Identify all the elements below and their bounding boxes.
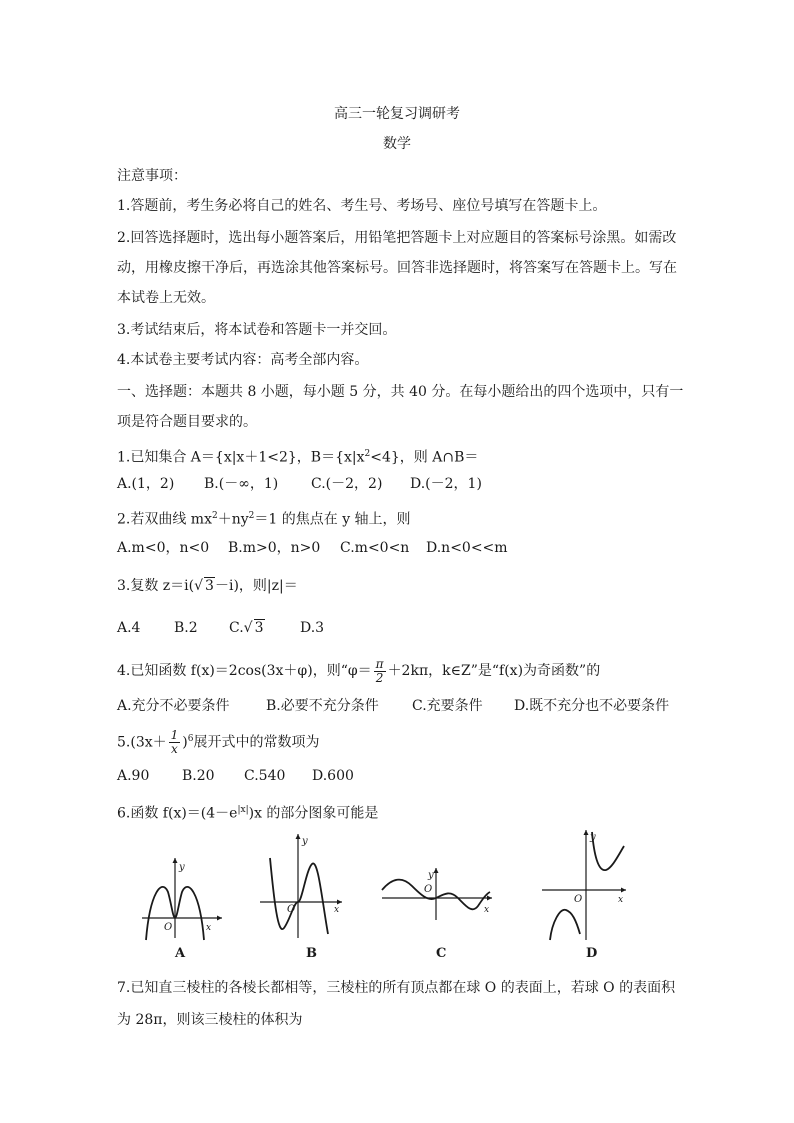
note-item: 3.考试结束后，将本试卷和答题卡一并交回。 (117, 322, 397, 338)
note-item: 2.回答选择题时，选出每小题答案后，用铅笔把答题卡上对应题目的答案标号涂黑。如需改 (117, 230, 677, 246)
q5-option-c: C.540 (244, 768, 286, 784)
axis-y-label: y (590, 832, 596, 843)
graph-c (378, 862, 496, 924)
q1-option-c: C.(－2，2) (311, 476, 383, 492)
axis-y-label: y (179, 862, 185, 873)
section-heading: 一、选择题：本题共 8 小题，每小题 5 分，共 40 分。在每小题给出的四个选项中，只有一 (117, 384, 684, 400)
q1-option-b: B.(－∞，1) (204, 476, 279, 492)
origin-label: O (164, 922, 173, 933)
note-item: 本试卷上无效。 (117, 290, 215, 306)
axis-x-label: x (618, 895, 624, 905)
axis-y-label: y (428, 870, 434, 881)
q1-option-a: A.(1，2) (117, 476, 175, 492)
q3-option-a: A.4 (117, 620, 141, 636)
q2-option-b: B.m>0，n>0 (228, 540, 321, 556)
graph-label-b: B (306, 946, 317, 961)
axis-y-label: y (302, 836, 308, 847)
origin-label: O (574, 894, 583, 905)
graph-label-c: C (436, 946, 447, 961)
q4-option-c: C.充要条件 (412, 698, 483, 714)
q5-option-b: B.20 (182, 768, 215, 784)
graph-d (540, 826, 630, 944)
q4-option-a: A.充分不必要条件 (117, 698, 230, 714)
q4-option-d: D.既不充分也不必要条件 (514, 698, 670, 714)
axis-x-label: x (334, 905, 340, 915)
question-2-stem: 2.若双曲线 $mx^2+ny^2=1$ 的焦点在 y 轴上，则 (117, 511, 411, 528)
question-7-stem-cont: 为 28π，则该三棱柱的体积为 (117, 1012, 303, 1028)
q4-option-b: B.必要不充分条件 (266, 698, 379, 714)
note-item: 动，用橡皮擦干净后，再选涂其他答案标号。回答非选择题时，将答案写在答题卡上。写在 (117, 260, 677, 276)
q2-option-a: A.m<0，n<0 (117, 540, 210, 556)
graph-label-a: A (175, 946, 186, 961)
axis-x-label: x (484, 905, 490, 915)
q5-option-a: A.90 (117, 768, 150, 784)
exam-title: 高三一轮复习调研考 (334, 106, 460, 122)
question-4-stem: 4.已知函数 f(x)＝2cos(3x＋φ)，则“φ＝ $\frac{\pi}{2}$ ＋2kπ，k∈Z”是“f(x)为奇函数”的 (117, 656, 601, 685)
q2-option-c: C.m<0<n (340, 540, 410, 556)
question-3-stem: 3.复数 z＝i(√ 3－i)，则|z|＝ (117, 578, 298, 594)
graph-a (138, 852, 228, 942)
graph-b (258, 830, 348, 942)
question-7-stem: 7.已知直三棱柱的各棱长都相等，三棱柱的所有顶点都在球 O 的表面上，若球 O 的表面积 (117, 980, 676, 996)
origin-label: O (424, 884, 433, 895)
q3-option-d: D.3 (300, 620, 325, 636)
question-5-stem: 5.(3x＋ $\frac{1}{x}$ )$^6$展开式中的常数项为 (117, 728, 320, 757)
exam-subject: 数学 (383, 136, 411, 152)
notes-heading: 注意事项： (117, 168, 187, 184)
q5-option-d: D.600 (312, 768, 354, 784)
q3-option-c: C.√ 3 (229, 620, 264, 636)
note-item: 1.答题前，考生务必将自己的姓名、考生号、考场号、座位号填写在答题卡上。 (117, 198, 607, 214)
q1-option-d: D.(－2，1) (410, 476, 482, 492)
note-item: 4.本试卷主要考试内容：高考全部内容。 (117, 352, 369, 368)
axis-x-label: x (206, 923, 212, 933)
question-1-stem: 1.已知集合 A＝{x|x＋1<2}，$B=\{x|x^2<4\}$，则 A∩B＝ (117, 449, 479, 466)
graph-label-d: D (586, 946, 598, 961)
section-heading-cont: 项是符合题目要求的。 (117, 414, 257, 430)
q2-option-d: D.n<0<<m (426, 540, 508, 556)
q3-option-b: B.2 (174, 620, 198, 636)
question-6-stem: 6.函数 $f(x)=(4-e^{|x|})x$ 的部分图象可能是 (117, 805, 379, 822)
origin-label: O (287, 904, 296, 915)
